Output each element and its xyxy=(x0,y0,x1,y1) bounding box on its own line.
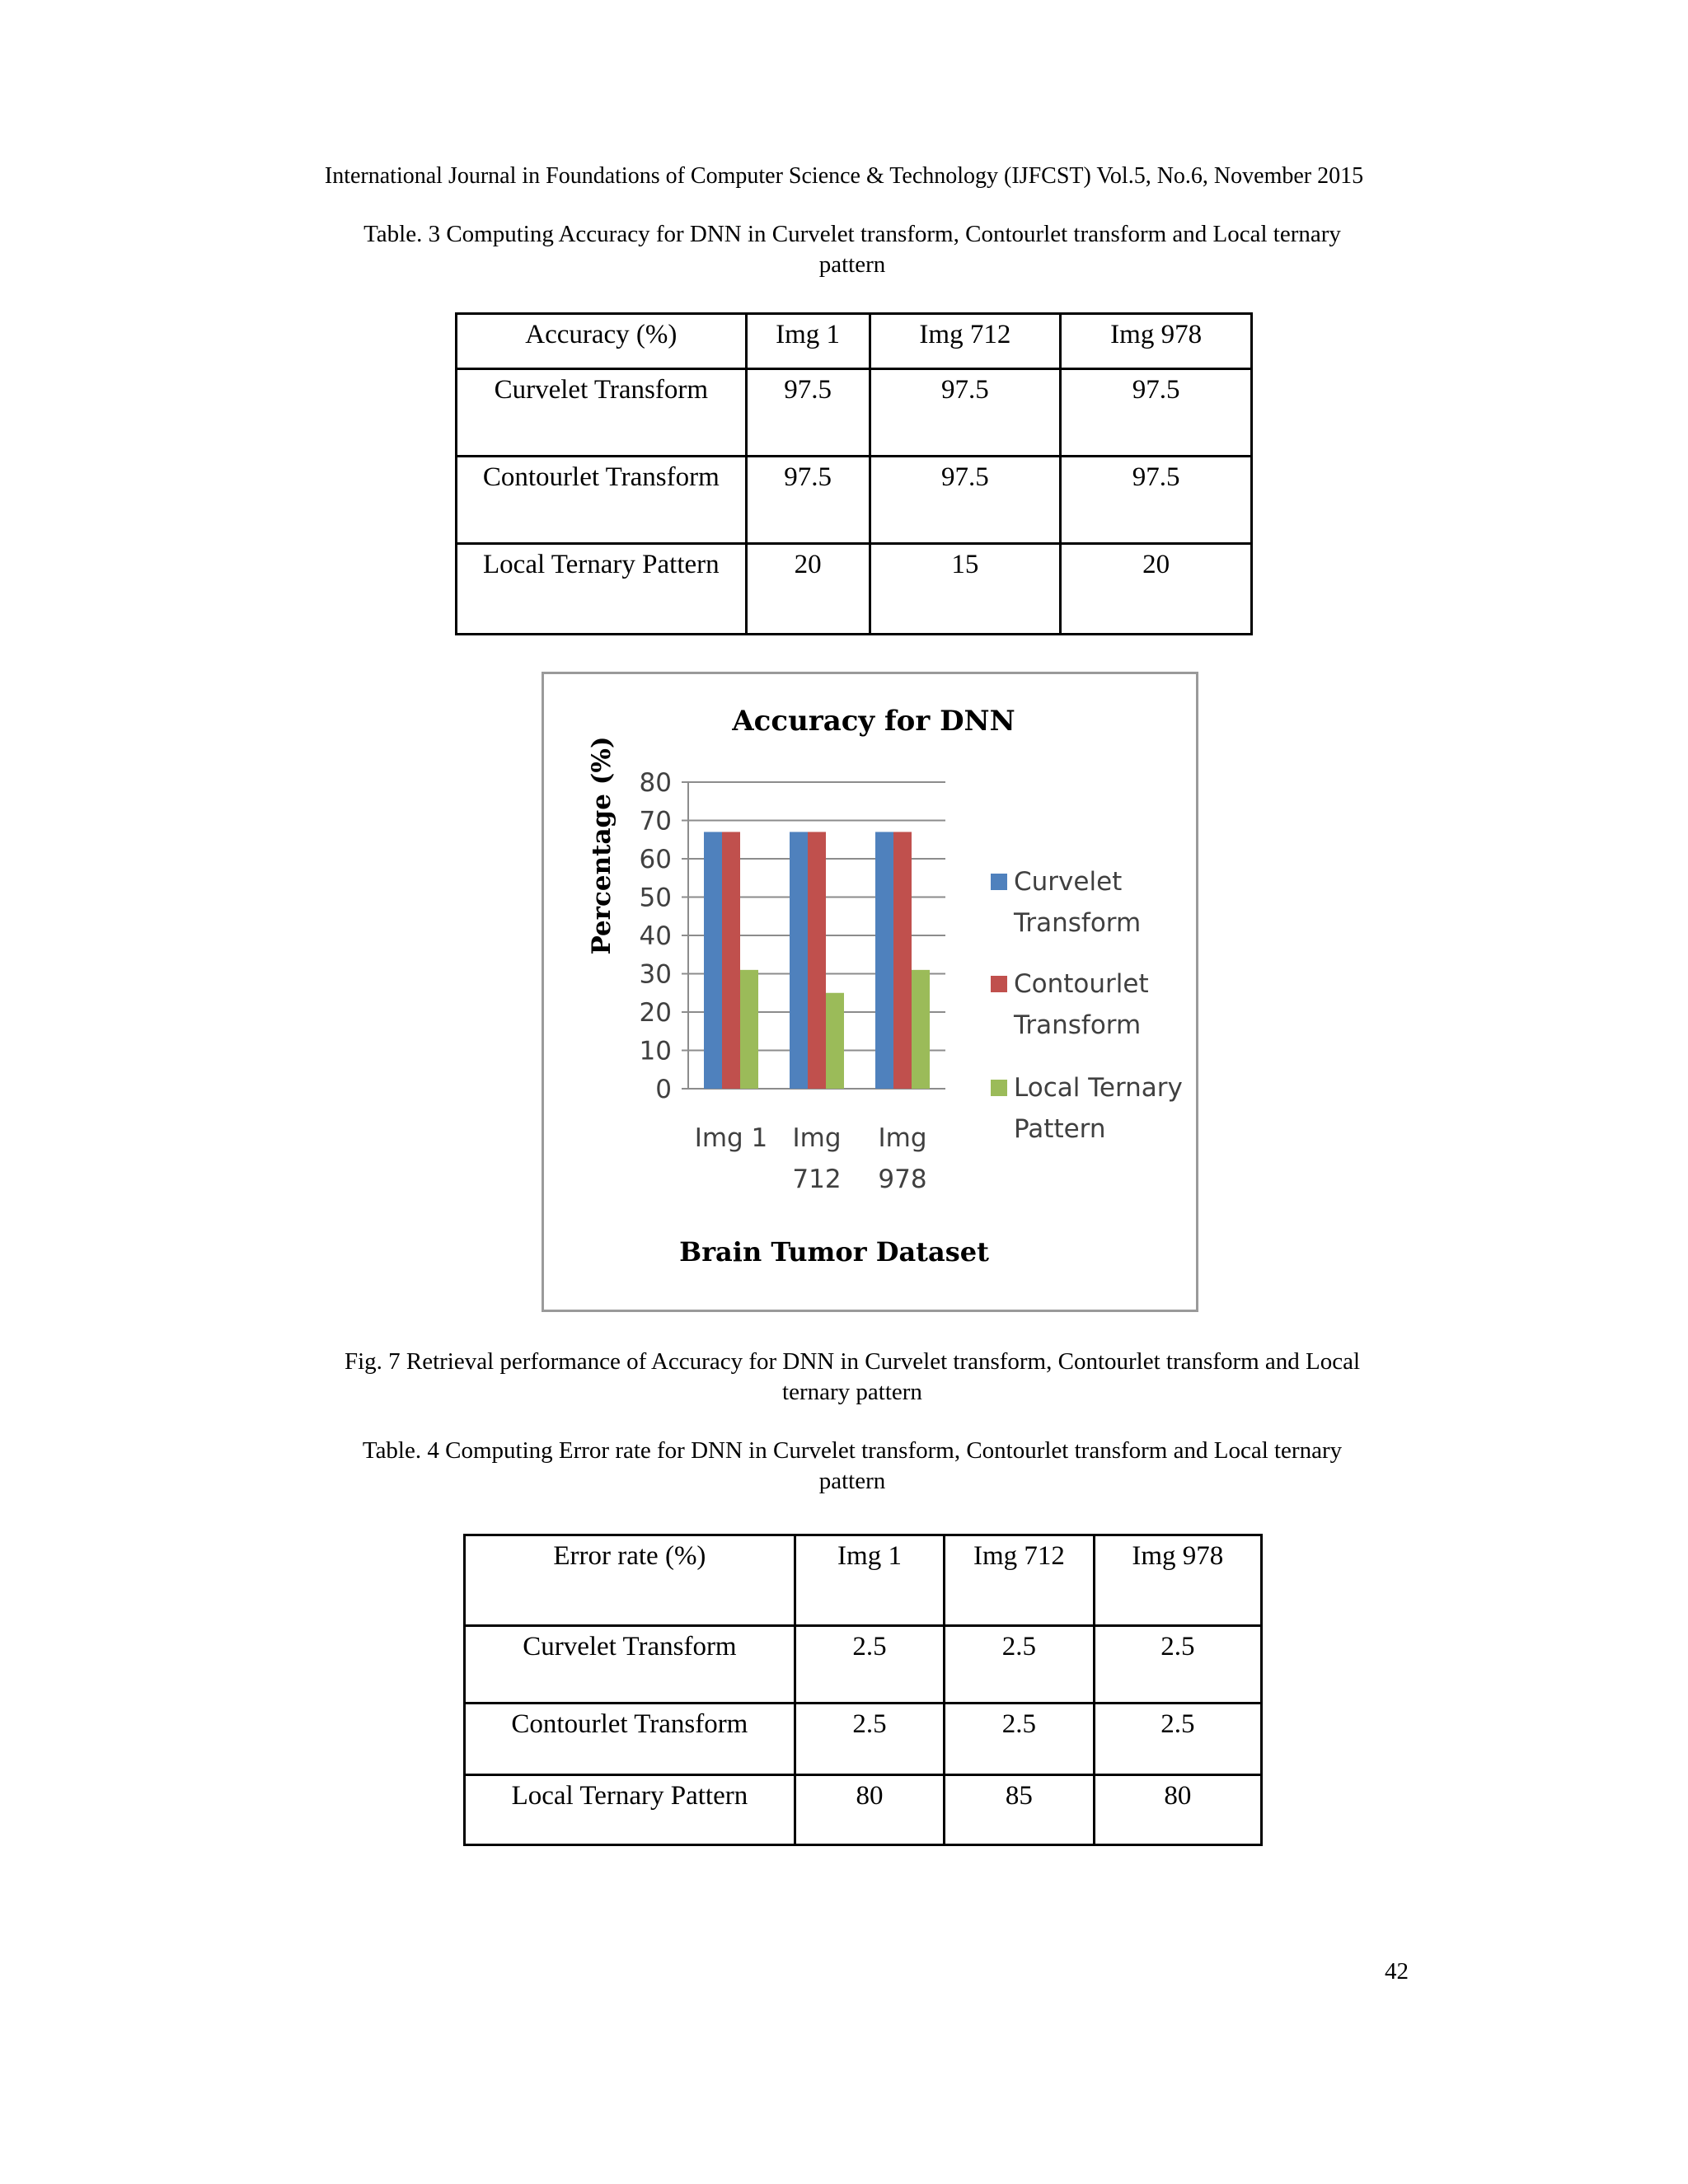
table-cell: 2.5 xyxy=(945,1626,1094,1704)
y-tick-label: 20 xyxy=(639,998,672,1028)
table-header-cell: Error rate (%) xyxy=(465,1535,795,1626)
bar xyxy=(808,832,826,1089)
legend-label: Contourlet xyxy=(1014,969,1149,999)
table4-error-rate xyxy=(463,1534,1263,1846)
table-cell: 2.5 xyxy=(1094,1704,1261,1775)
y-tick-label: 10 xyxy=(639,1036,672,1066)
legend-label: Transform xyxy=(1014,908,1142,938)
table-cell: 2.5 xyxy=(795,1626,944,1704)
table3-accuracy xyxy=(455,312,1253,635)
table-header-cell: Accuracy (%) xyxy=(457,314,747,369)
bar xyxy=(722,832,740,1089)
table-row xyxy=(465,1626,1262,1704)
table-header-row xyxy=(457,314,1252,369)
table-row xyxy=(465,1775,1262,1845)
table-row xyxy=(457,369,1252,457)
table4-caption xyxy=(297,1436,1408,1497)
legend-label: Pattern xyxy=(1014,1114,1106,1144)
legend-label: Curvelet xyxy=(1014,867,1123,897)
bar xyxy=(893,832,912,1089)
bar xyxy=(740,970,758,1089)
y-tick-label: 40 xyxy=(639,921,672,951)
y-tick-label: 70 xyxy=(639,806,672,837)
table3-caption xyxy=(297,219,1408,280)
table-cell: Local Ternary Pattern xyxy=(457,544,747,635)
table-header-cell: Img 978 xyxy=(1094,1535,1261,1626)
legend-swatch xyxy=(991,1080,1007,1096)
table-header-row xyxy=(465,1535,1262,1626)
table-header-cell: Img 978 xyxy=(1061,314,1252,369)
table-cell: 2.5 xyxy=(945,1704,1094,1775)
table-cell: 97.5 xyxy=(1061,369,1252,457)
y-tick-label: 50 xyxy=(639,883,672,913)
table-cell: 85 xyxy=(945,1775,1094,1845)
table3-caption-line1: Table. 3 Computing Accuracy for DNN in Curvelet transform, Contourlet transform and Local ternary xyxy=(363,221,1341,247)
table-cell: 97.5 xyxy=(870,369,1061,457)
bar xyxy=(790,832,808,1089)
x-axis-label: Brain Tumor Dataset xyxy=(679,1236,989,1268)
x-tick-label: Img 1 xyxy=(694,1123,768,1153)
bar xyxy=(826,993,844,1089)
table-cell: 2.5 xyxy=(795,1704,944,1775)
x-tick-label: 978 xyxy=(878,1165,927,1194)
table-cell: 97.5 xyxy=(746,457,870,544)
table-cell: 97.5 xyxy=(870,457,1061,544)
accuracy-chart-frame xyxy=(542,672,1198,1312)
accuracy-chart xyxy=(544,674,1196,1310)
table-row xyxy=(457,457,1252,544)
table4-caption-line2: pattern xyxy=(818,1468,886,1494)
fig7-caption-line2: ternary pattern xyxy=(782,1379,922,1405)
legend-label: Local Ternary xyxy=(1014,1073,1183,1103)
table-cell: 20 xyxy=(1061,544,1252,635)
table-header-cell: Img 1 xyxy=(746,314,870,369)
y-tick-label: 30 xyxy=(639,959,672,990)
table-cell: Contourlet Transform xyxy=(465,1704,795,1775)
table4-caption-line1: Table. 4 Computing Error rate for DNN in Curvelet transform, Contourlet transform and Local ternary xyxy=(362,1437,1343,1464)
x-tick-label: Img xyxy=(878,1123,927,1153)
table-cell: 97.5 xyxy=(1061,457,1252,544)
y-tick-label: 80 xyxy=(639,768,672,798)
table-row xyxy=(457,544,1252,635)
legend-swatch xyxy=(991,874,1007,890)
table-cell: Contourlet Transform xyxy=(457,457,747,544)
bar xyxy=(875,832,893,1089)
table-cell: 80 xyxy=(1094,1775,1261,1845)
table-cell: 80 xyxy=(795,1775,944,1845)
chart-title: Accuracy for DNN xyxy=(732,705,1015,738)
table-header-cell: Img 712 xyxy=(870,314,1061,369)
y-tick-label: 60 xyxy=(639,845,672,874)
table-cell: Curvelet Transform xyxy=(457,369,747,457)
table-header-cell: Img 712 xyxy=(945,1535,1094,1626)
journal-header: International Journal in Foundations of Computer Science & Technology (IJFCST) Vol.5, No.6, November 2015 xyxy=(324,163,1364,189)
table-cell: Local Ternary Pattern xyxy=(465,1775,795,1845)
page-number: 42 xyxy=(1385,1958,1409,1985)
x-tick-label: 712 xyxy=(792,1165,842,1194)
x-tick-label: Img xyxy=(792,1123,842,1153)
table-cell: 2.5 xyxy=(1094,1626,1261,1704)
bar xyxy=(704,832,722,1089)
legend-swatch xyxy=(991,976,1007,992)
table-header-cell: Img 1 xyxy=(795,1535,944,1626)
fig7-caption xyxy=(297,1347,1408,1408)
fig7-caption-line1: Fig. 7 Retrieval performance of Accuracy for DNN in Curvelet transform, Contourlet transform and Local xyxy=(344,1348,1361,1375)
legend-label: Transform xyxy=(1014,1010,1142,1040)
y-tick-label: 0 xyxy=(655,1075,672,1104)
table-row xyxy=(465,1704,1262,1775)
table-cell: 20 xyxy=(746,544,870,635)
table-cell: 97.5 xyxy=(746,369,870,457)
table-cell: 15 xyxy=(870,544,1061,635)
bar xyxy=(912,970,930,1089)
table-cell: Curvelet Transform xyxy=(465,1626,795,1704)
table3-caption-line2: pattern xyxy=(818,251,886,278)
y-axis-label: Percentage (%) xyxy=(587,736,617,955)
